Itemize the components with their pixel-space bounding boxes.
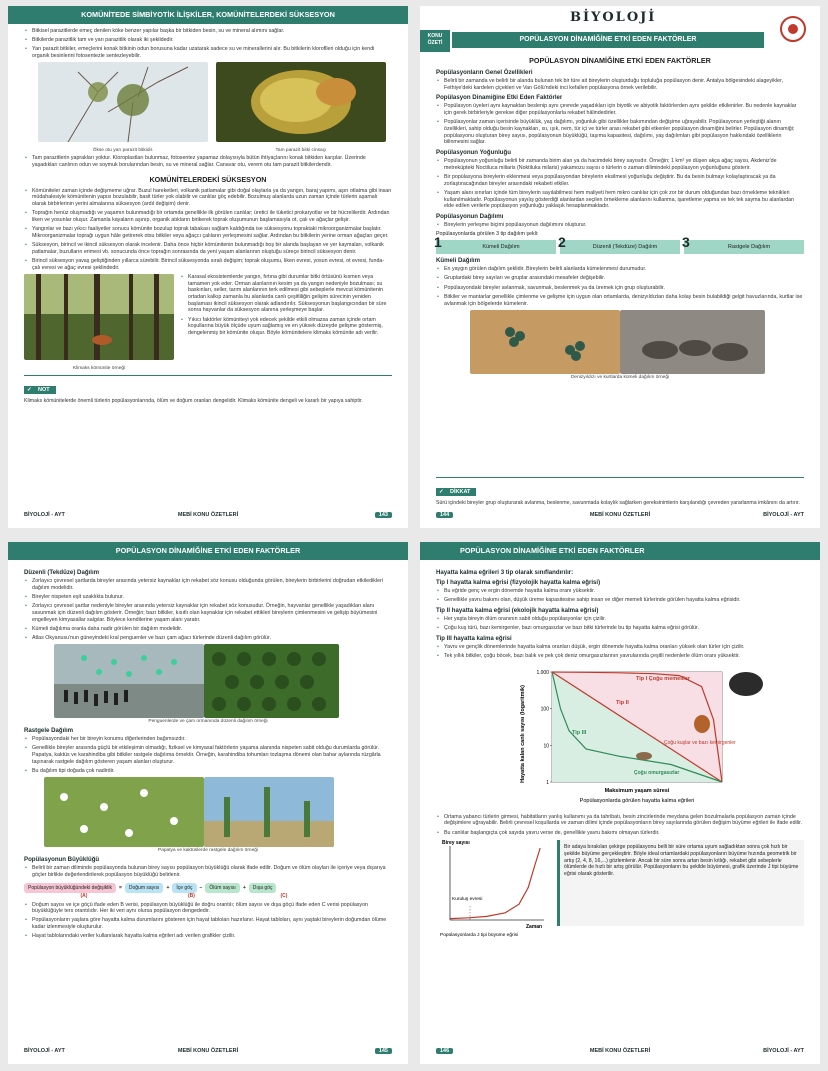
climax-forest-image bbox=[24, 274, 174, 360]
list-item: • En yaygın görülen dağılım şeklidir. Bireylerin belirli alanlarda kümelenmesi durumudur. bbox=[436, 266, 804, 273]
note-tag: ✓ NOT bbox=[24, 386, 56, 394]
page-footer bbox=[420, 1048, 820, 1058]
list-item: • Yıkıcı faktörler kömüniteyi yok edecek şekilde etkili olmazsa zaman içinde ortam koşullarına büyük ölçüde uyum sağlamış ve en yüksek düzeyde gelişme göstermiş, dengelenmiş bir kömünite oluşur. Böyle kömünitelere klimaks kömünite adı verilir. bbox=[180, 317, 392, 337]
subheading: Tip II hayatta kalma eğrisi (ekolojik hayatta kalma eğrisi) bbox=[436, 606, 599, 614]
pine-forest-image bbox=[204, 644, 339, 718]
dikkat-tag: ✓ DİKKAT bbox=[436, 488, 476, 496]
list-item: • Popülasyondaki bireyler avlanmak, savunmak, beslenmek ya da üremek için grup oluşturabilir. bbox=[436, 285, 804, 292]
page-143 bbox=[8, 6, 408, 528]
list-item: • Genellikle yavru bakımı olan, düşük üreme kapasitesine sahip insan ve diğer memeli türlerinde görülen hayatta kalma eğrisidir. bbox=[436, 597, 804, 604]
figure-caption: Klimaks kömünite örneği bbox=[72, 365, 126, 371]
list-item: • Popülasyonlar zaman içerisinde büyüklük, yaş dağılımı, yoğunluk gibi özellikler bakımından değişime uğrayabilir. Popülasyonun yerleştiği alanın özellikleri, sahip olduğu besin kaynakları, ısı, ışık, nem, tür içi ve türler arası rekabet gibi etkenler popülasyon dinamiğini belirler. Popülasyon dinamiği; popülasyonu oluşturan birey sayısı, popülasyonun büyüklüğü, taşıma kapasitesi, dağılımı, yaş dağılımları gibi popülasyon hakkındaki özelliklerin bilinmesini sağlar. bbox=[436, 119, 804, 146]
list-item: • Her yaşta bireyin ölüm oranının sabit olduğu popülasyonlar için çizilir. bbox=[436, 616, 804, 623]
figure bbox=[44, 777, 392, 847]
list-item: • Belirli bir zaman diliminde popülasyonda bulunan birey sayısı popülasyon büyüklüğü olarak ifade edilir. Doğum ve ölüm olayları ile içeriye veya dışarıya göçler birlikte değerlendirilerek popülasyon büyüklüğü belirlenir. bbox=[24, 865, 392, 878]
y-tick-label: 1 bbox=[546, 779, 549, 786]
figure bbox=[470, 310, 804, 374]
distribution-random: 3 Rastgele Dağılım bbox=[684, 240, 804, 254]
intro: Hayatta kalma eğrileri 3 tip olarak sınıflandırılır: bbox=[436, 569, 574, 576]
list-item: • Yaşam alanı sınırları içinde tüm bireylerin sayılabilmesi hem maliyeti hem mikro canlılar için çok zor bir durum olduğundan bazı örnekleme teknikleri kullanılmaktadır. Popülasyonun yayılış gösterdiği alanlardan seçilen örnekleme alanlarını kullanma, işaretleme yapma ve tek tek sayma bu alanlardan elde edilen verilerle popülasyon yoğunluğu yaklaşık hesaplanmaktadır. bbox=[436, 190, 804, 210]
footer-book: MEBİ KONU ÖZETLERİ bbox=[177, 512, 239, 518]
equation-emigration: Dışa göç bbox=[249, 883, 277, 893]
list-item: • Tek yıllık bitkiler, çoğu böcek, bazı balık ve pek çok deniz omurgasızlarının yavrularında çeşitli nedenlerle ölüm oranı yüksektir. bbox=[436, 653, 804, 660]
j-x-label: Zaman bbox=[526, 924, 543, 931]
footer-book: MEBİ KONU ÖZETLERİ bbox=[177, 1048, 239, 1054]
page-number: 146 bbox=[436, 1048, 453, 1054]
dikkat-text: Sürü içindeki bireyler grup oluşturarak avlanma, beslenme, savunmada kolaylık sağlarken gereksinimlerin karşılandığı çevreden yararlanma imkânını da artırır. bbox=[436, 499, 800, 506]
list-item: • Tam parazitlerin yaprakları yoktur. Kloroplastları bulunmaz, fotosentez yapamaz dolayısıyla bütün ihtiyaçlarını konak bitkiden karşılar. Üzerinde yaşadıkları canlının odun ve soymuk borularından besin, su ve mineral sağlar. Canavar otu, verem otu tam parazit bitkilerdendir. bbox=[24, 155, 392, 168]
konu-ozeti-tag: KONU ÖZETİ bbox=[420, 30, 450, 52]
page-footer bbox=[420, 512, 820, 522]
subheading: Rastgele Dağılım bbox=[24, 727, 74, 735]
j-curve-line bbox=[450, 848, 540, 919]
list-item: • Bu dağılım tipi doğada çok nadirdir. bbox=[24, 768, 392, 775]
list-item: • Kümeli dağılıma oranla daha nadir görülen bir dağılım modelidir. bbox=[24, 626, 392, 633]
section-title: POPÜLASYON DİNAMİĞİNE ETKİ EDEN FAKTÖRLER bbox=[529, 56, 711, 65]
list-item: • Gruplardaki birey sayıları ve gruplar arasındaki mesafeler değişebilir. bbox=[436, 275, 804, 282]
list-item: • Yangınlar ve bazı yıkıcı faaliyetler sonucu kömünite bozulup toprak tabakası sağlam kaldığında ise süksesyonu topraktaki mikroorganizmalar başlatır. Mikroorganizmalar toprağı uygun hâle getirerek otsu bitkiler veya ağaçcı çalıların yerleşmesini sağlar. Ardından bu bitkilerin yerine orman ağaçları geçer. bbox=[24, 226, 392, 239]
figure bbox=[54, 644, 392, 718]
y-tick-label: 1.000 bbox=[536, 669, 549, 676]
page-number: 144 bbox=[436, 512, 453, 518]
page-header: POPÜLASYON DİNAMİĞİNE ETKİ EDEN FAKTÖRLER bbox=[420, 542, 820, 560]
subheading: Kümeli Dağılım bbox=[436, 257, 481, 265]
y-tick-label: 10 bbox=[543, 743, 549, 750]
list-item: • Popülasyondaki her bir bireyin konumu diğerlerinden bağımsızdır. bbox=[24, 736, 392, 743]
subheading: Popülasyonun Dağılımı bbox=[436, 213, 504, 221]
y-tick-label: 100 bbox=[540, 706, 549, 713]
distribution-intro: Popülasyonlarda görülen 3 tip dağılım şekli: bbox=[436, 231, 539, 238]
footer-book: MEBİ KONU ÖZETLERİ bbox=[589, 512, 651, 518]
list-item: • Çoğu kuş türü, bazı kemirgenler, bazı omurgasızlar ve bazı bitki türlerinde bu tip hayatta kalma eğrisi görülür. bbox=[436, 625, 804, 632]
list-item: • Popülasyon üyeleri aynı kaynaktan beslenip aynı çevrede yaşadıkları için biyotik ve abiyotik faktörlerden aynı şekilde etkilenirler. Bu nedenle kaynaklar için gerek birbirleriyle gerekse diğer popülasyonlarla rekabet hâlindedirler. bbox=[436, 103, 804, 116]
page-number: 143 bbox=[375, 512, 392, 518]
bear-icon bbox=[729, 672, 763, 696]
subject-title: BİYOLOJİ bbox=[570, 10, 657, 25]
list-item: • Genellikle bireyler arasında güçlü bir etkileşimin olmadığı, fiziksel ve kimyasal faktörlerin yaşama alanında nispeten sabit olduğu durumlarda görülür. Papatya, kaktüs ve karahindiba gibi bitkiler rastgele dağılıma örnektir. Örneğin, karahindiba tohumları tozlaşma dönemi olan bahar aylarında rüzgârla taşınarak rastgele dağılım gösteren yaşam alanları oluşturur. bbox=[24, 745, 392, 765]
page-144 bbox=[420, 6, 820, 528]
chapter-band: POPÜLASYON DİNAMİĞİNE ETKİ EDEN FAKTÖRLER bbox=[452, 32, 764, 48]
bullet-list bbox=[24, 28, 392, 60]
figure-caption: Penguenlerde ve çam ormanında düzenli dağılım örneği bbox=[148, 719, 268, 725]
figure-caption: Tam parazit bitki cinsaçı bbox=[275, 148, 327, 154]
figure bbox=[24, 274, 174, 371]
list-item: • Bitkisel parazitlerde emeç denilen köke benzer yapılar başka bir bitkiden besin, su ve mineral alımını sağlar. bbox=[24, 28, 392, 35]
list-item: • Bu eğride genç ve ergin dönemde hayatta kalma oranı yüksektir. bbox=[436, 588, 804, 595]
list-item: • Toprağın henüz oluşmadığı ve yaşamın bulunmadığı bir ortamda genellikle ilk görülen canlılar; üretici ile tüketici prokaryotlar ve bir hücrelilerdir. Ardından liken ve yosunlar oluşur. Zamanla kayaların aşınıp, organik atıkların birikerek toprak oluşumunun başlamasıyla ot, çalı ve ağaçlar gelişir. bbox=[24, 210, 392, 223]
list-item: • Ortama yabancı türlerin girmesi, habitatların yanlış kullanımı ya da tahribatı, besin zincirlerinde meydana gelen bozulmalarla popülasyon zaman içinde değişimlere uğrayabilir. Belirli çevresel koşullarda ve zaman dilimi içinde popülasyonların birey sayılarında görülen değişim büyüme eğrileri ile ifade edilir. bbox=[436, 814, 804, 827]
dodder-image bbox=[216, 62, 386, 142]
series-label-tip2: Tip II bbox=[616, 699, 629, 706]
list-item: • Belirli bir zamanda ve belirli bir alanda bulunan tek bir türe ait bireylerin oluşturduğu topluluğa popülasyon denir. Antalya bölgesindeki alageyikler, Fethiye'deki kardelen çiçekleri ve Van Gölü'ndeki inci kefalleri popülasyona örnek verilebilir. bbox=[436, 78, 804, 91]
squirrel-icon bbox=[694, 715, 710, 733]
subheading: Tip I hayatta kalma eğrisi (fizyolojik hayatta kalma eğrisi) bbox=[436, 579, 601, 586]
x-axis-label: Maksimum yaşam süresi bbox=[604, 787, 670, 794]
list-item: • Karasal ekosistemlerde yangın, fırtına gibi durumlar bitki örtüsünü kısmen veya tamamen yok eder. Orman alanlarının kesim ya da yangın nedeniyle bozulması; su baskınları, seller, tarım alanlarının terk edilmesi gibi sebeplerle mevcut kömünitenin ortadan kalkıp zamanla bu alanlarda canlı çeşitliliğin gelişim sürecinin yeniden başlaması ikincil süksesyon olarak adlandırılır. Süksesyonun başlangıcından bir süre sonra hayvanlar da süksesyon alanına yerleşmeye başlar. bbox=[180, 274, 392, 314]
title-bar bbox=[420, 6, 820, 50]
equation-immigration: İçe göç bbox=[172, 883, 196, 893]
footer-subject: BİYOLOJİ - AYT bbox=[24, 512, 65, 518]
daisies-image bbox=[44, 777, 204, 847]
note-box bbox=[24, 375, 392, 405]
series-label-tip3: Tip III bbox=[572, 729, 587, 736]
list-item: • Bireyler nispeten eşit uzaklıkta bulunur. bbox=[24, 594, 392, 601]
list-item: • Atlas Okyanusu'nun güneyindeki kral penguenler ve bazı çam ağacı türlerinde düzenli dağılım görülür. bbox=[24, 635, 392, 642]
footer-subject: BİYOLOJİ - AYT bbox=[763, 512, 804, 518]
chart-title: Popülasyonlarda görülen hayatta kalma eğrileri bbox=[579, 797, 695, 804]
page-footer bbox=[8, 1048, 408, 1058]
penguins-image bbox=[54, 644, 204, 718]
insect-icon bbox=[636, 752, 652, 760]
bullet-list bbox=[24, 188, 392, 272]
list-item: • Kömüniteler zaman içinde değişmeme uğrar. Buzul hareketleri, volkanik patlamalar gibi doğal olaylarla ya da yangın, baraj yapımı, aşırı otlatma gibi insan müdahalesiyle kömünitenin yapısı bozulabilir, basit türler yok olabilir ve canlılar göç edebilir. Bozulmuş alanlarda uzun zaman içinde türlerin aşamalı olarak birbirlerinin yerini almalarına süksesyon (ardıl değişim) denir. bbox=[24, 188, 392, 208]
equation-birth: Doğum sayısı bbox=[125, 883, 164, 893]
figure-caption: Ökse otu yarı parazit bitkidir. bbox=[92, 148, 154, 154]
j-y-label: Birey sayısı bbox=[442, 840, 470, 847]
subheading: Popülasyonun Yoğunluğu bbox=[436, 149, 511, 157]
j-caption: Popülasyonlarda J tipi büyüme eğrisi bbox=[440, 933, 519, 939]
starfish-image bbox=[470, 310, 620, 374]
j-curve-chart bbox=[436, 840, 551, 940]
j-curve-text: Bir adaya bırakılan çekirge popülasyonu belli bir süre ortama uyum sağladıktan sonra çok hızlı bir şekilde büyüme gerçekleştirir. Böyle ideal ortamlardaki popülasyonların büyüme hızında geometrik bir artış (2, 4, 8, 16,...) gözlemlenir. Ancak bir süre sonra artan besin kıtlığı, rekabet gibi sebeplerle ölümlerde de hızlı bir artış görülür. Popülasyonların bu şekilde büyümesi, grafik üzerinde J tipi büyüme eğrisi olarak gösterilir. bbox=[557, 840, 804, 926]
mistletoe-image bbox=[38, 62, 208, 142]
list-item: • Yavru ve gençlik dönemlerinde hayatta kalma oranları düşük, ergin dönemde hayatta kalma oranları yüksek olan türler için çizilir. bbox=[436, 644, 804, 651]
y-tick-group bbox=[536, 670, 552, 786]
cactus-image bbox=[204, 777, 334, 847]
subheading: Düzenli (Tekdüze) Dağılım bbox=[24, 569, 100, 576]
list-item: • Doğum sayısı ve içe göçü ifade eden B verisi, popülasyon büyüklüğü ile doğru orantılı; ölüm sayısı ve dışa göçü ifade eden C verisi popülasyon büyüklüğüyle ters orantılıdır. Her iki veri aynı olursa popülasyon dengededir. bbox=[24, 902, 392, 915]
list-item: • Popülasyonun yoğunluğu belirli bir zamanda birim alan ya da hacimdeki birey sayısıdır. Örneğin; 1 km² ye düşen akça ağaç sayısı, Akdeniz'de metreküpteki Noctiluca miliaris (Noktiluka milaris) yakamozu sayısı o türlerin o zaman dilimindeki popülasyon yoğunluğunu gösterir. bbox=[436, 158, 804, 171]
page-footer bbox=[8, 512, 408, 522]
list-item: • Zorlayıcı çevresel şartlarda bireyler arasında yetersiz kaynaklar için rekabet söz konusu olduğunda görülen, bireylerin birbirlerini doğrudan etkiledikleri dağılım modelidir. bbox=[24, 578, 392, 591]
figure-caption: Denizyıldızı ve kurtlarda kümeli dağılım örneği bbox=[570, 374, 670, 380]
annotation-birds: Çoğu kuşlar ve bazı kemirgenler bbox=[664, 739, 736, 746]
distribution-clumped: 1 Kümeli Dağılım bbox=[436, 240, 556, 254]
population-equation: Popülasyon büyüklüğündeki değişiklik = Doğum sayısı + İçe göç − Ölüm sayısı + Dışa göç bbox=[24, 883, 392, 893]
j-curve-section bbox=[436, 840, 804, 940]
subheading: Popülasyon Dinamiğine Etki Eden Faktörler bbox=[436, 94, 563, 102]
y-axis-label: Hayatta kalan canlı sayısı (logaritmik) bbox=[520, 684, 526, 783]
footer-book: MEBİ KONU ÖZETLERİ bbox=[589, 1048, 651, 1054]
equation-term-a: Popülasyon büyüklüğündeki değişiklik bbox=[24, 883, 116, 893]
series-label-tip1: Tip I Çoğu memeliler bbox=[636, 675, 690, 682]
subheading: Popülasyonların Genel Özellikleri bbox=[436, 69, 533, 76]
list-item: • Hayat tablolarındaki veriler kullanılarak hayatta kalma eğrileri adı verilen grafikler çizilir. bbox=[24, 933, 392, 940]
dikkat-box bbox=[436, 477, 804, 507]
list-item: • Birincil süksesyon yavaş geliştiğinden yıllarca sürebilir. Birincil süksesyonda sıralı değişim; toprak oluşumu, liken evresi, yosun evresi, ot evresi, funda-çalı evresi ve ağaç evresi şeklindedir. bbox=[24, 258, 392, 271]
page-header: KOMÜNİTEDE SİMBİYOTİK İLİŞKİLER, KOMÜNİTELERDEKİ SÜKSESYON bbox=[8, 6, 408, 24]
wolves-image bbox=[620, 310, 765, 374]
list-item: • Yarı parazit bitkiler, emeçlerini konak bitkinin odun borusuna kadar uzatarak sadece su ve minerallerini alır. Bu bitkilerin kloroflleri olduğu için kendi organik besinlerini fotosentezle sentezleyebilir. bbox=[24, 46, 392, 59]
figure bbox=[38, 62, 208, 153]
list-item: • Bitkiler ve mantarlar genellikle çimlenme ve gelişme için uygun olan ortamlarda, denizyıldızları daha kolay besin bulabildiği gelgit havuzlarında, kurtlar ise avlanmak için bölgelerde kümelenir. bbox=[436, 294, 804, 307]
page-146 bbox=[420, 542, 820, 1064]
figure bbox=[216, 62, 386, 153]
subheading: Tip III hayatta kalma eğrisi bbox=[436, 634, 512, 642]
subheading: Popülasyonun Büyüklüğü bbox=[24, 856, 100, 864]
survival-curve-chart bbox=[516, 664, 766, 814]
list-item: • Popülasyonların yaşlara göre hayatta kalma durumlarını gösteren için hayat tabloları hazırlanır. Hayat tabloları, aynı yaştaki bireylerin doğumdan ölüme kadar izlenmesiyle oluşturulur. bbox=[24, 917, 392, 930]
section-title: KOMÜNİTELERDEKİ SÜKSESYON bbox=[149, 174, 267, 184]
annotation-invertebrates: Çoğu omurgasızlar bbox=[634, 769, 680, 776]
distribution-uniform: 2 Düzenli (Tekdüze) Dağılım bbox=[560, 240, 680, 254]
equation-death: Ölüm sayısı bbox=[205, 883, 239, 893]
note-text: Klimaks kömünitelerde önemli türlerin popülasyonlarında, ölüm ve doğum oranları dengelidir. Klimaks kömünite dengeli ve kararlı bir yapıya sahiptir. bbox=[24, 397, 363, 404]
page-145 bbox=[8, 542, 408, 1064]
list-item: • Bireylerin yerleşme biçimi popülasyonun dağılımını oluşturur. bbox=[436, 222, 804, 229]
list-item: • Zorlayıcı çevresel şartlar nedeniyle bireyler arasında yetersiz kaynaklar için rekabet söz konusudur. Örneğin, hayvanlar genellikle yaşadıkları alanı savunmak için düzenli dağılım gösterir. Örneğin; bazı bitkiler, kısıtlı olan kaynaklar için rekabet ettikleri bireylerin çimlenmesini ve gelişip büyümesini engelleyen kimyasallar salgılar. Böylece kendilerine yaşam alanı yaratır. bbox=[24, 603, 392, 623]
list-item: • Bitkilerde parazitlik tam ve yarı parazitlik olarak iki şekildedir. bbox=[24, 37, 392, 44]
j-start-label: Kuruluş evresi bbox=[452, 897, 483, 903]
equation-labels: (A) (B) (C) bbox=[80, 892, 288, 899]
page-header: POPÜLASYON DİNAMİĞİNE ETKİ EDEN FAKTÖRLER bbox=[8, 542, 408, 560]
list-item: • Süksesyon, birincil ve ikincil süksesyon olarak incelenir. Daha önce hiçbir kömünitenin bulunmadığı boş bir alanda başlayan ve yer kaymaları, volkanik patlamalar, buzulların erimesi vb. sonucunda önce toprağın sonrasında da yeni yaşam alanlarının oluştuğu süreçe birincil süksesyon denir. bbox=[24, 242, 392, 255]
figure-caption: Papatya ve kaktüslerde rastgele dağılım örneği bbox=[158, 848, 258, 854]
footer-subject: BİYOLOJİ - AYT bbox=[763, 1048, 804, 1054]
page-number: 145 bbox=[375, 1048, 392, 1054]
list-item: • Bu canlılar başlangıçta çok sayıda yavru verse de, genellikle yavru bakımı olmayan türlerdir. bbox=[436, 830, 804, 837]
list-item: • Bir popülasyona bireylerin eklenmesi veya popülasyondan bireylerin eksilmesi yoğunluğu değiştirir. Bu da besin bulmayı kolaylaştıracak ya da zorlaştıracağından bireyler arasındaki rekabeti etkiler. bbox=[436, 174, 804, 187]
meb-logo-icon bbox=[780, 16, 806, 42]
footer-subject: BİYOLOJİ - AYT bbox=[24, 1048, 65, 1054]
